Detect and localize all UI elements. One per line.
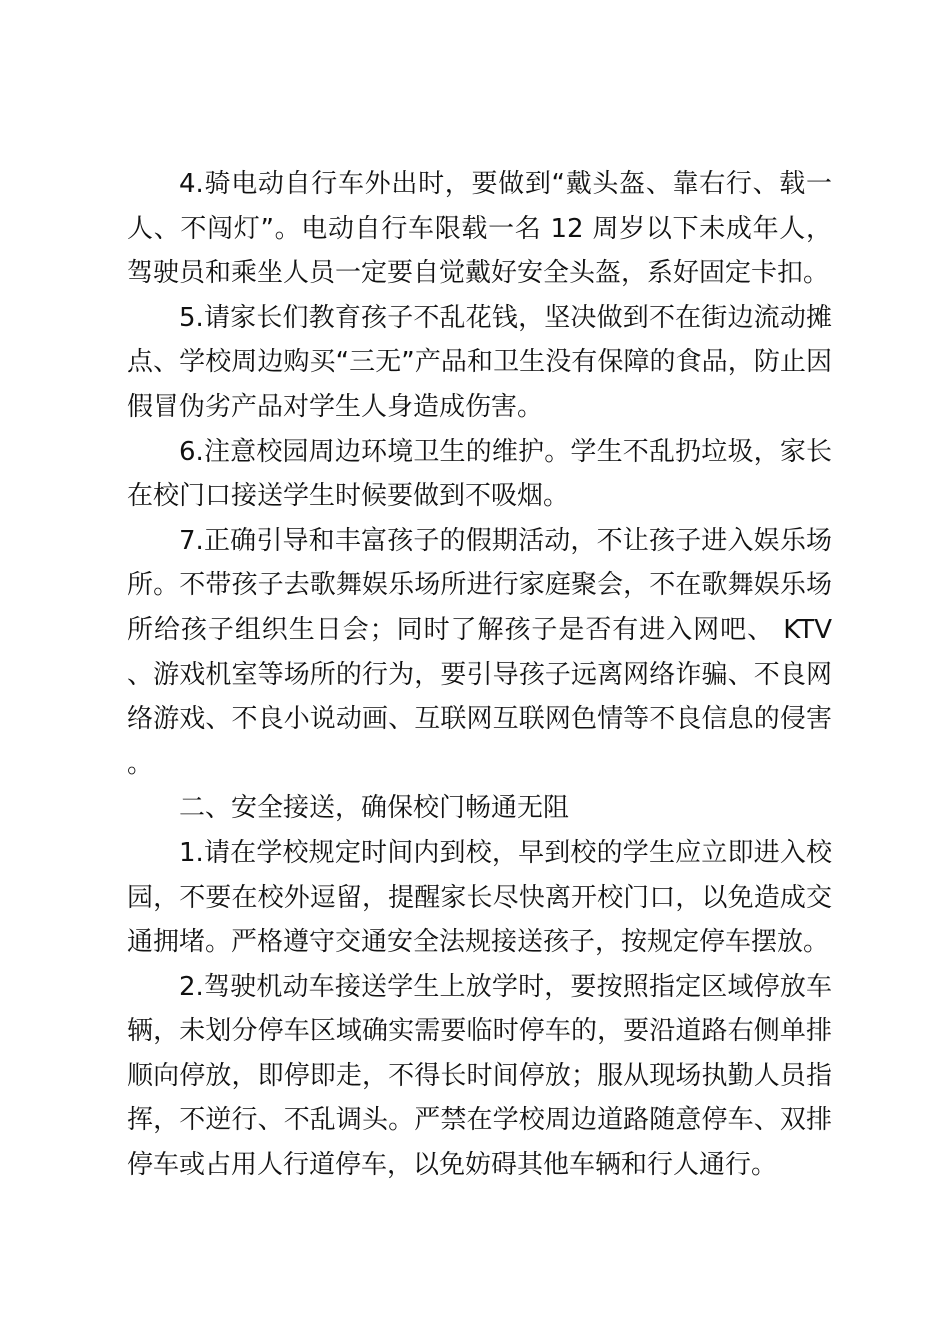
paragraph-item-1: 1.请在学校规定时间内到校，早到校的学生应立即进入校园，不要在校外逗留，提醒家长尽快离开校门口，以免造成交通拥堵。严格遵守交通安全法规接送孩子，按规定停车摆放。: [127, 837, 832, 958]
paragraph-item-4: 4.骑电动自行车外出时，要做到“戴头盔、靠右行、载一人、不闯灯”。电动自行车限载一名 12 周岁以下未成年人，驾驶员和乘坐人员一定要自觉戴好安全头盔，系好固定卡扣。: [127, 169, 832, 289]
document-body: [127, 162, 832, 1188]
paragraph-item-6: 6.注意校园周边环境卫生的维护。学生不乱扔垃圾，家长在校门口接送学生时候要做到不吸烟。: [127, 436, 832, 512]
section-heading-2: 二、安全接送，确保校门畅通无阻: [179, 793, 570, 824]
paragraph-item-7: 7.正确引导和丰富孩子的假期活动，不让孩子进入娱乐场所。不带孩子去歌舞娱乐场所进行家庭聚会，不在歌舞娱乐场所给孩子组织生日会；同时了解孩子是否有进入网吧、 KTV、游戏机室等场所的行为，要引导孩子远离网络诈骗、不良网络游戏、不良小说动画、互联网互联网色情等不良信息的侵害。: [127, 525, 832, 779]
paragraph-item-2: 2.驾驶机动车接送学生上放学时，要按照指定区域停放车辆，未划分停车区域确实需要临时停车的，要沿道路右侧单排顺向停放，即停即走，不得长时间停放；服从现场执勤人员指挥，不逆行、不乱调头。严禁在学校周边道路随意停车、双排停车或占用人行道停车，以免妨碍其他车辆和行人通行。: [127, 971, 832, 1181]
paragraph-item-5: 5.请家长们教育孩子不乱花钱，坚决做到不在街边流动摊点、学校周边购买“三无”产品和卫生没有保障的食品，防止因假冒伪劣产品对学生人身造成伤害。: [127, 302, 832, 422]
